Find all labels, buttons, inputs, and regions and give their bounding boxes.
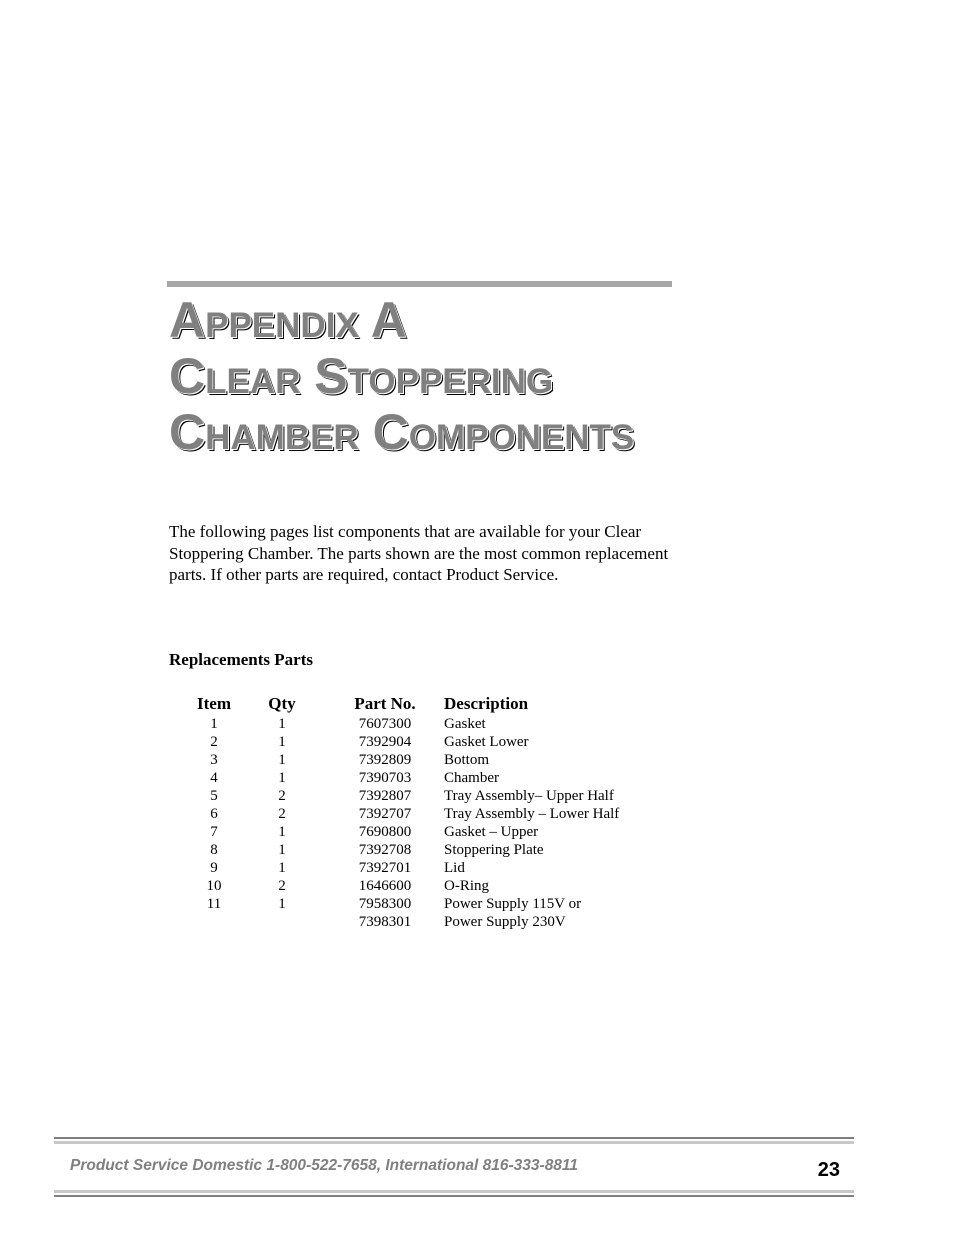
- footer-contact-text: Product Service Domestic 1-800-522-7658, International 816-333-8811: [70, 1157, 579, 1174]
- footer-rule-top-light: [54, 1141, 854, 1144]
- header-description: Description: [444, 694, 529, 713]
- item-cell: 8: [210, 842, 218, 858]
- table-row: [190, 733, 674, 751]
- footer-rule-top-dark: [54, 1137, 854, 1139]
- table-row: [190, 895, 674, 913]
- qty-cell: 1: [278, 824, 286, 840]
- header-part-no: Part No.: [354, 694, 416, 713]
- table-row: [190, 715, 674, 733]
- description-cell: Gasket: [444, 716, 486, 732]
- qty-cell: 2: [278, 788, 286, 804]
- table-row: [190, 769, 674, 787]
- qty-cell: 1: [278, 860, 286, 876]
- part-no-cell: 7392701: [358, 860, 412, 876]
- parts-table: [190, 693, 674, 931]
- description-cell: Bottom: [444, 752, 490, 768]
- page-number: 23: [817, 1159, 840, 1181]
- part-no-cell: 7392708: [358, 842, 412, 858]
- appendix-heading: [169, 292, 634, 460]
- description-cell: O-Ring: [444, 878, 489, 894]
- table-row: [190, 751, 674, 769]
- item-cell: 1: [210, 716, 218, 732]
- item-cell: 4: [210, 770, 218, 786]
- heading-top-rule: [167, 281, 672, 287]
- part-no-cell: 7392809: [358, 752, 412, 768]
- description-cell: Tray Assembly– Upper Half: [444, 788, 614, 804]
- item-cell: 2: [210, 734, 218, 750]
- table-row: [190, 841, 674, 859]
- table-row: [190, 913, 674, 931]
- header-item: Item: [197, 694, 231, 713]
- table-row: [190, 823, 674, 841]
- item-cell: 5: [210, 788, 218, 804]
- description-cell: Stoppering Plate: [444, 842, 544, 858]
- part-no-cell: 7390703: [358, 770, 412, 786]
- qty-cell: 1: [278, 734, 286, 750]
- part-no-cell: 7607300: [358, 716, 412, 732]
- description-cell: Gasket Lower: [444, 734, 529, 750]
- header-qty: Qty: [268, 694, 296, 713]
- item-cell: 6: [210, 806, 218, 822]
- heading-line-1: Appendix A: [169, 292, 407, 348]
- part-no-cell: 7392707: [358, 806, 412, 822]
- table-header-row: [190, 693, 674, 715]
- item-cell: 7: [210, 824, 218, 840]
- footer-rule-bottom-dark: [54, 1195, 854, 1197]
- part-no-cell: 7398301: [358, 914, 412, 930]
- description-cell: Chamber: [444, 770, 499, 786]
- heading-line-3: Chamber Components: [169, 404, 635, 460]
- table-row: [190, 805, 674, 823]
- item-cell: 11: [206, 896, 222, 912]
- part-no-cell: 7958300: [358, 896, 412, 912]
- description-cell: Power Supply 115V or: [444, 896, 582, 912]
- item-cell: 3: [210, 752, 218, 768]
- item-cell: 10: [206, 878, 222, 894]
- table-row: [190, 787, 674, 805]
- description-cell: Power Supply 230V: [444, 914, 566, 930]
- qty-cell: 1: [278, 896, 286, 912]
- item-cell: 9: [210, 860, 218, 876]
- part-no-cell: 7690800: [358, 824, 412, 840]
- footer-rule-bottom-light: [54, 1190, 854, 1193]
- qty-cell: [238, 913, 326, 931]
- qty-cell: 2: [278, 806, 286, 822]
- qty-cell: 1: [278, 770, 286, 786]
- qty-cell: 1: [278, 842, 286, 858]
- description-cell: Lid: [444, 860, 465, 876]
- qty-cell: 1: [278, 716, 286, 732]
- qty-cell: 1: [278, 752, 286, 768]
- part-no-cell: 7392904: [358, 734, 412, 750]
- intro-paragraph: The following pages list components that are available for your Clear Stoppering Chamber. The parts shown are the most common replacement parts. If other parts are required, contact Product Service.: [169, 522, 669, 584]
- part-no-cell: 1646600: [358, 878, 412, 894]
- item-cell: [190, 913, 238, 931]
- qty-cell: 2: [278, 878, 286, 894]
- description-cell: Tray Assembly – Lower Half: [444, 806, 620, 822]
- table-row: [190, 877, 674, 895]
- heading-line-2: Clear Stoppering: [169, 348, 554, 404]
- description-cell: Gasket – Upper: [444, 824, 539, 840]
- section-title: Replacements Parts: [169, 650, 313, 669]
- table-row: [190, 859, 674, 877]
- part-no-cell: 7392807: [358, 788, 412, 804]
